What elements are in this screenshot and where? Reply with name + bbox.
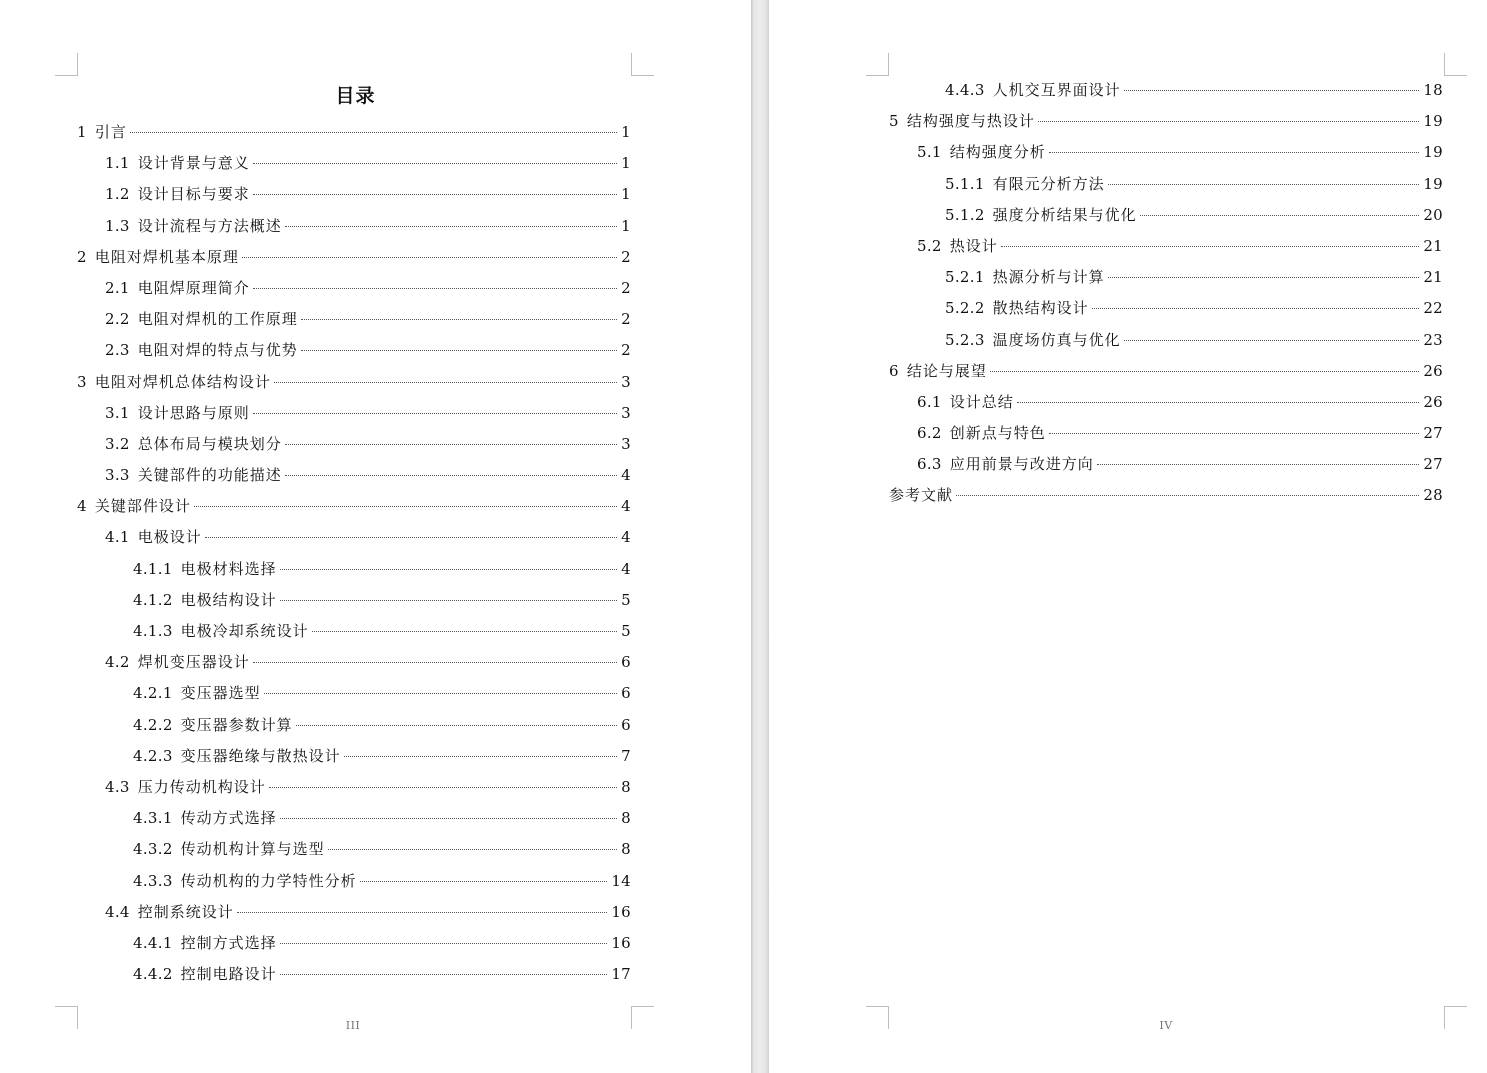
toc-entry-page-number: 22 [1423, 299, 1443, 318]
toc-entry[interactable] [77, 368, 631, 399]
toc-entry-page-number: 4 [621, 559, 631, 578]
toc-entry-number: 4.3.1 [133, 809, 173, 828]
toc-entry[interactable] [77, 835, 631, 866]
toc-entry-number: 5.1.2 [945, 205, 985, 224]
toc-entry[interactable] [77, 461, 631, 492]
toc-entry-title: 人机交互界面设计 [992, 81, 1121, 99]
toc-entry[interactable] [77, 679, 631, 710]
toc-entry[interactable] [889, 326, 1443, 357]
toc-dot-leader [130, 132, 617, 133]
toc-entry-page-number: 28 [1423, 486, 1443, 505]
toc-entry[interactable] [889, 76, 1443, 107]
toc-entry[interactable] [77, 336, 631, 367]
toc-entry-number: 4.3.3 [133, 871, 173, 890]
toc-entry-page-number: 2 [621, 310, 631, 329]
toc-entry[interactable] [77, 617, 631, 648]
toc-dot-leader [285, 444, 617, 445]
toc-entry[interactable] [77, 742, 631, 773]
toc-entry[interactable] [889, 357, 1443, 388]
toc-entry-title: 设计目标与要求 [137, 185, 250, 204]
toc-dot-leader [253, 194, 617, 195]
toc-entry[interactable] [77, 243, 631, 274]
toc-entry-page-number: 2 [621, 278, 631, 297]
toc-entry-page-number: 8 [621, 809, 631, 828]
toc-entry-title: 设计流程与方法概述 [137, 216, 282, 235]
toc-entry-number: 1.2 [105, 185, 130, 204]
toc-dot-leader [280, 569, 617, 570]
toc-dot-leader [312, 631, 617, 632]
toc-entry-number: 5.2.1 [945, 268, 985, 287]
toc-dot-leader [253, 662, 617, 663]
toc-dot-leader [280, 943, 608, 944]
toc-entry-title: 关键部件的功能描述 [137, 466, 282, 485]
toc-entry-title: 散热结构设计 [992, 299, 1089, 318]
toc-dot-leader [205, 537, 617, 538]
toc-entry[interactable] [77, 586, 631, 617]
toc-entry-number: 1 [77, 123, 87, 141]
toc-entry-page-number: 23 [1423, 330, 1443, 349]
toc-entry[interactable] [77, 648, 631, 679]
toc-dot-leader [285, 226, 617, 227]
toc-entry-title: 强度分析结果与优化 [992, 205, 1137, 224]
toc-dot-leader [253, 288, 617, 289]
toc-entry-title: 控制方式选择 [180, 933, 277, 952]
toc-entry-number: 4.4.2 [133, 965, 173, 984]
toc-dot-leader [296, 725, 617, 726]
toc-dot-leader [1097, 464, 1420, 465]
toc-entry-number: 3 [77, 372, 87, 391]
toc-list-left [77, 118, 631, 991]
toc-entry-number: 4.2.3 [133, 746, 173, 765]
toc-entry-page-number: 26 [1423, 392, 1443, 411]
toc-entry-number: 4.4 [105, 902, 130, 921]
crop-mark-top-right [1444, 53, 1467, 76]
toc-entry-number: 4.2 [105, 653, 130, 672]
toc-dot-leader [285, 475, 617, 476]
toc-entry-page-number: 5 [621, 590, 631, 609]
toc-entry-number: 4.1.1 [133, 559, 173, 578]
toc-entry-title: 传动方式选择 [180, 809, 277, 828]
toc-entry-number: 5.2.3 [945, 330, 985, 349]
toc-entry-page-number: 1 [621, 216, 631, 235]
toc-entry[interactable] [889, 294, 1443, 325]
toc-entry-page-number: 2 [621, 247, 631, 266]
toc-entry-title: 应用前景与改进方向 [949, 455, 1094, 474]
toc-entry-title: 电阻对焊机基本原理 [94, 247, 239, 266]
toc-entry-title: 热源分析与计算 [992, 268, 1105, 287]
toc-entry-number: 3.1 [105, 403, 130, 422]
crop-mark-top-left [55, 53, 78, 76]
toc-entry-number: 1.3 [105, 216, 130, 235]
toc-entry[interactable] [77, 180, 631, 211]
toc-entry-page-number: 19 [1423, 143, 1443, 162]
toc-entry-page-number: 4 [621, 528, 631, 547]
toc-entry[interactable] [77, 711, 631, 742]
toc-dot-leader [194, 506, 617, 507]
toc-entry-title: 设计思路与原则 [137, 403, 250, 422]
toc-entry-number: 6.3 [917, 455, 942, 474]
toc-dot-leader [301, 350, 617, 351]
toc-entry-page-number: 1 [621, 154, 631, 173]
crop-mark-bottom-right [631, 1006, 654, 1029]
toc-entry[interactable] [77, 555, 631, 586]
toc-entry-page-number: 21 [1423, 236, 1443, 255]
toc-entry-number: 3.3 [105, 466, 130, 485]
toc-entry-title: 电极材料选择 [180, 559, 277, 578]
toc-entry-number: 5.1.1 [945, 174, 985, 193]
toc-entry-number: 2.3 [105, 341, 130, 360]
toc-entry-page-number: 16 [611, 902, 631, 921]
toc-entry-title: 电极结构设计 [180, 590, 277, 609]
toc-dot-leader [280, 818, 617, 819]
toc-entry-page-number: 3 [621, 372, 631, 391]
toc-entry-title: 设计总结 [949, 392, 1014, 411]
toc-entry[interactable] [77, 430, 631, 461]
toc-entry-title: 传动机构计算与选型 [180, 840, 325, 859]
toc-entry[interactable] [77, 898, 631, 929]
toc-entry-title: 结构强度与热设计 [906, 112, 1035, 131]
toc-dot-leader [274, 382, 617, 383]
toc-entry-title: 创新点与特色 [949, 424, 1046, 443]
toc-entry-page-number: 4 [621, 466, 631, 485]
page-gutter [751, 0, 769, 1073]
toc-entry-number: 4.4.1 [133, 933, 173, 952]
toc-entry[interactable] [77, 399, 631, 430]
toc-entry-number: 5.2.2 [945, 299, 985, 318]
toc-entry-number: 6.1 [917, 392, 942, 411]
toc-entry-title: 电阻对焊机的工作原理 [137, 310, 298, 329]
toc-entry-number: 3.2 [105, 434, 130, 453]
toc-dot-leader [344, 756, 617, 757]
toc-entry-number: 5 [889, 112, 899, 131]
toc-entry-title: 压力传动机构设计 [137, 777, 266, 796]
toc-entry-number: 4.3.2 [133, 840, 173, 859]
toc-entry-title: 设计背景与意义 [137, 154, 250, 173]
toc-entry-page-number: 16 [611, 933, 631, 952]
toc-dot-leader [1108, 184, 1420, 185]
toc-list-right [889, 76, 1443, 513]
toc-dot-leader [253, 413, 617, 414]
toc-entry[interactable] [889, 232, 1443, 263]
toc-entry-title: 关键部件设计 [94, 497, 191, 516]
page-number-footer: III [345, 1019, 361, 1032]
toc-entry-page-number: 2 [621, 341, 631, 360]
toc-entry-title: 控制电路设计 [180, 965, 277, 984]
toc-entry-page-number: 6 [621, 684, 631, 703]
crop-mark-top-right [631, 53, 654, 76]
toc-entry-title: 焊机变压器设计 [137, 653, 250, 672]
toc-entry-title: 变压器选型 [180, 684, 261, 703]
toc-entry[interactable] [889, 419, 1443, 450]
document-page-right [769, 0, 1487, 1073]
toc-entry-page-number: 17 [611, 965, 631, 984]
toc-entry[interactable] [77, 960, 631, 991]
toc-entry-page-number: 7 [621, 746, 631, 765]
toc-dot-leader [328, 849, 617, 850]
toc-entry[interactable] [77, 492, 631, 523]
crop-mark-bottom-left [866, 1006, 889, 1029]
toc-entry[interactable] [889, 201, 1443, 232]
toc-entry-page-number: 8 [621, 840, 631, 859]
toc-entry-title: 变压器参数计算 [180, 715, 293, 734]
toc-entry[interactable] [889, 107, 1443, 138]
toc-entry-title: 电极冷却系统设计 [180, 622, 309, 640]
toc-dot-leader [1038, 121, 1419, 122]
crop-mark-top-left [866, 53, 889, 76]
toc-dot-leader [269, 787, 617, 788]
toc-entry-title: 电阻焊原理简介 [137, 278, 250, 297]
toc-dot-leader [264, 693, 617, 694]
toc-entry-number: 4.4.3 [945, 81, 985, 99]
toc-entry-number: 5.2 [917, 236, 942, 255]
toc-entry-number: 4 [77, 497, 87, 516]
toc-entry-number: 6.2 [917, 424, 942, 443]
toc-entry-title: 电阻对焊机总体结构设计 [94, 372, 271, 391]
toc-entry-number: 2.1 [105, 278, 130, 297]
toc-dot-leader [1140, 215, 1420, 216]
toc-entry-number: 4.1.3 [133, 622, 173, 640]
toc-entry[interactable] [889, 138, 1443, 169]
toc-dot-leader [253, 163, 617, 164]
toc-dot-leader [237, 912, 608, 913]
toc-entry[interactable] [889, 388, 1443, 419]
toc-entry-title: 参考文献 [889, 486, 954, 505]
toc-entry[interactable] [77, 305, 631, 336]
toc-entry-page-number: 27 [1423, 455, 1443, 474]
toc-entry-page-number: 6 [621, 653, 631, 672]
toc-entry-page-number: 27 [1423, 424, 1443, 443]
toc-entry[interactable] [889, 450, 1443, 481]
toc-entry-title: 热设计 [949, 236, 998, 255]
toc-entry-number: 4.2.2 [133, 715, 173, 734]
toc-dot-leader [1049, 152, 1420, 153]
toc-entry-title: 温度场仿真与优化 [992, 330, 1121, 349]
toc-entry[interactable] [889, 481, 1443, 512]
toc-dot-leader [1001, 246, 1420, 247]
toc-entry[interactable] [889, 263, 1443, 294]
toc-entry-page-number: 6 [621, 715, 631, 734]
toc-title: 目录 [335, 85, 376, 107]
toc-dot-leader [1108, 277, 1420, 278]
page-number-footer: IV [1159, 1019, 1173, 1032]
toc-entry-title: 结论与展望 [906, 361, 987, 380]
toc-entry-page-number: 19 [1423, 112, 1443, 131]
toc-entry[interactable] [77, 867, 631, 898]
toc-dot-leader [280, 974, 608, 975]
toc-entry[interactable] [77, 149, 631, 180]
toc-dot-leader [360, 881, 608, 882]
toc-entry-page-number: 14 [611, 871, 631, 890]
toc-dot-leader [1049, 433, 1420, 434]
toc-entry-title: 结构强度分析 [949, 143, 1046, 162]
toc-entry[interactable] [77, 523, 631, 554]
toc-entry-title: 有限元分析方法 [992, 174, 1105, 193]
crop-mark-bottom-left [55, 1006, 78, 1029]
toc-entry-page-number: 1 [621, 123, 631, 141]
toc-entry[interactable] [77, 118, 631, 149]
toc-entry-title: 总体布局与模块划分 [137, 434, 282, 453]
toc-entry-number: 4.2.1 [133, 684, 173, 703]
toc-entry[interactable] [77, 274, 631, 305]
toc-entry-number: 1.1 [105, 154, 130, 173]
toc-entry-page-number: 4 [621, 497, 631, 516]
toc-dot-leader [1124, 340, 1420, 341]
toc-dot-leader [1124, 90, 1420, 91]
toc-entry[interactable] [77, 804, 631, 835]
toc-entry-page-number: 19 [1423, 174, 1443, 193]
toc-entry-number: 4.3 [105, 777, 130, 796]
toc-entry-page-number: 18 [1423, 81, 1443, 99]
toc-dot-leader [990, 371, 1419, 372]
toc-entry-number: 2 [77, 247, 87, 266]
toc-entry-number: 6 [889, 361, 899, 380]
toc-dot-leader [1017, 402, 1420, 403]
toc-entry[interactable] [77, 773, 631, 804]
toc-entry-title: 引言 [94, 123, 127, 141]
toc-entry-page-number: 8 [621, 777, 631, 796]
toc-entry-title: 控制系统设计 [137, 902, 234, 921]
toc-entry-number: 4.1.2 [133, 590, 173, 609]
toc-dot-leader [242, 257, 617, 258]
toc-entry-page-number: 21 [1423, 268, 1443, 287]
toc-entry-page-number: 5 [621, 622, 631, 640]
toc-entry-title: 电极设计 [137, 528, 202, 547]
toc-entry-page-number: 1 [621, 185, 631, 204]
toc-entry-page-number: 26 [1423, 361, 1443, 380]
toc-entry-title: 变压器绝缘与散热设计 [180, 746, 341, 765]
toc-dot-leader [301, 319, 617, 320]
toc-entry[interactable] [77, 929, 631, 960]
crop-mark-bottom-right [1444, 1006, 1467, 1029]
toc-entry-page-number: 3 [621, 434, 631, 453]
toc-entry[interactable] [77, 212, 631, 243]
toc-entry-page-number: 20 [1423, 205, 1443, 224]
toc-entry-title: 电阻对焊的特点与优势 [137, 341, 298, 360]
toc-entry-number: 5.1 [917, 143, 942, 162]
toc-dot-leader [1092, 308, 1420, 309]
toc-entry[interactable] [889, 170, 1443, 201]
toc-entry-number: 2.2 [105, 310, 130, 329]
toc-dot-leader [280, 600, 617, 601]
toc-entry-title: 传动机构的力学特性分析 [180, 871, 357, 890]
toc-entry-number: 4.1 [105, 528, 130, 547]
toc-dot-leader [956, 495, 1419, 496]
toc-entry-page-number: 3 [621, 403, 631, 422]
